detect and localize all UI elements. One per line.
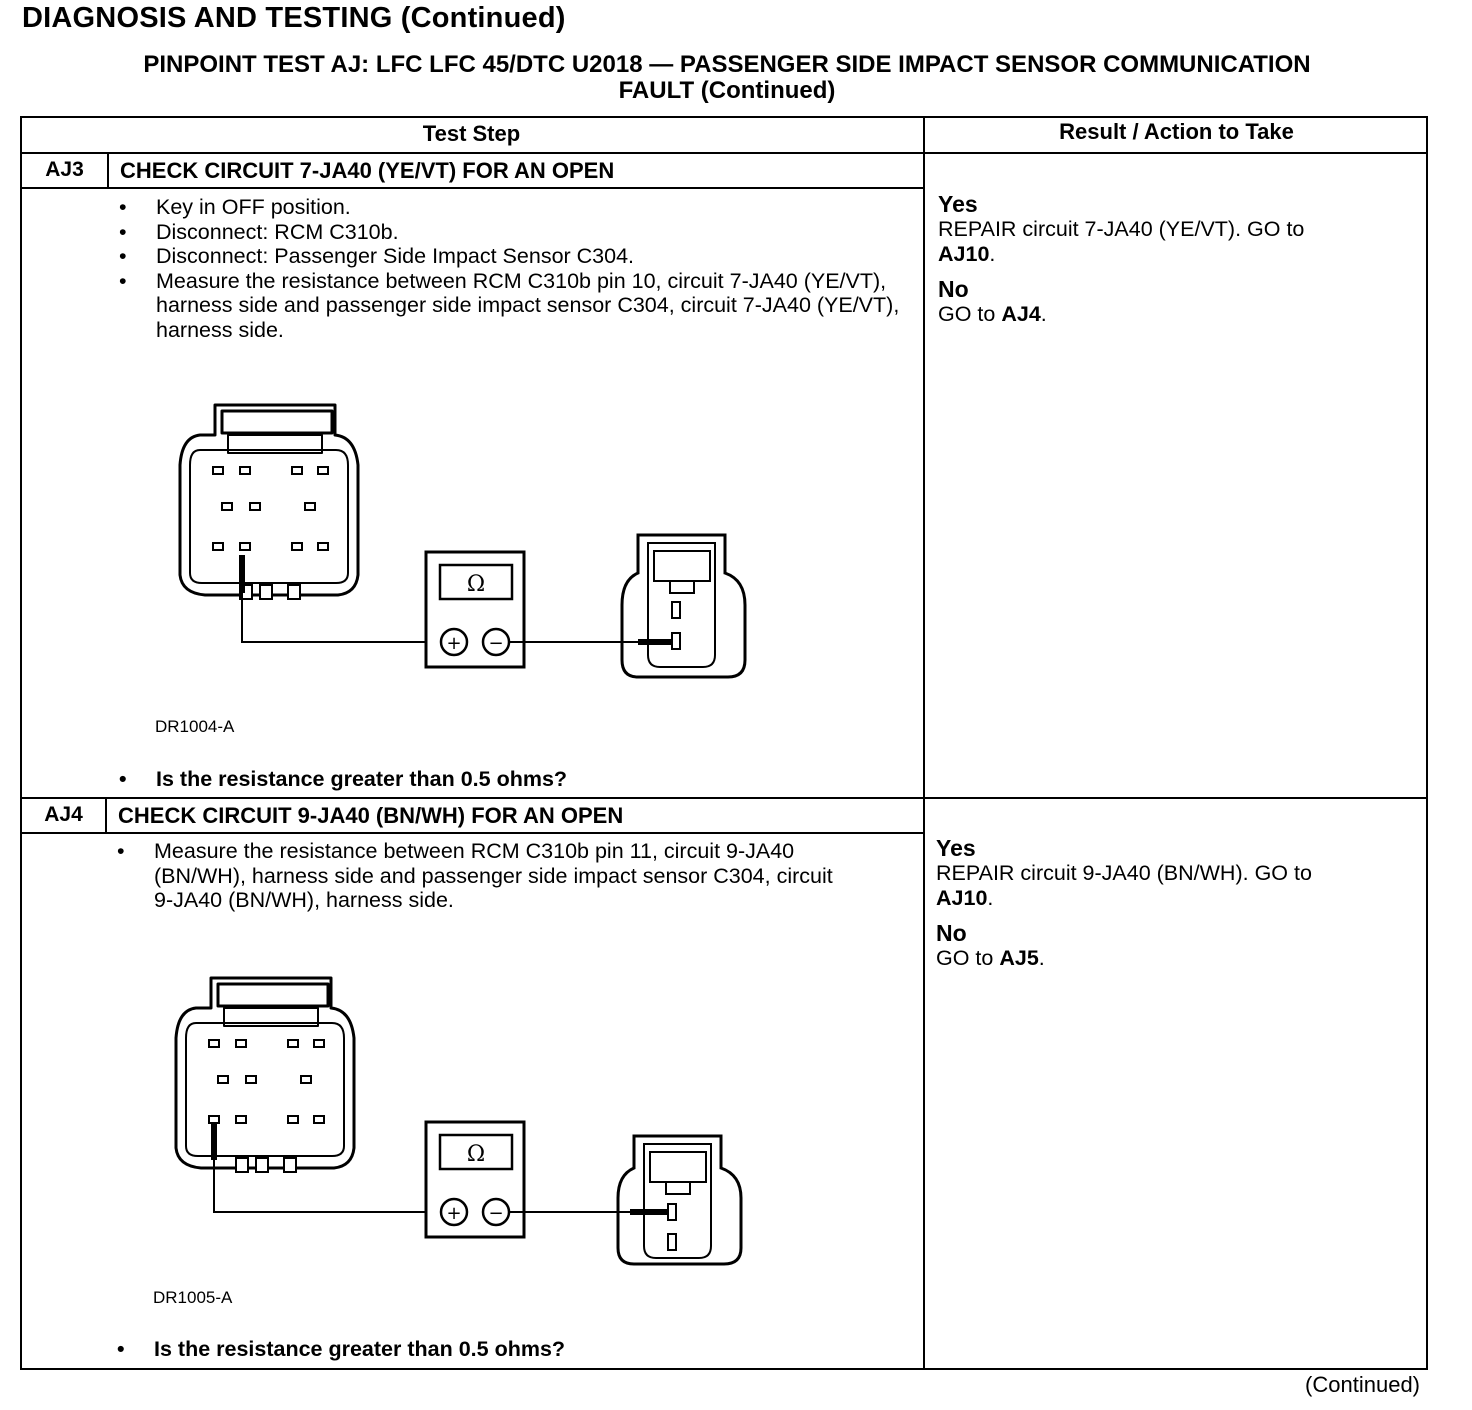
ohmmeter: [426, 1122, 524, 1237]
step-title: CHECK CIRCUIT 7-JA40 (YE/VT) FOR AN OPEN: [120, 158, 615, 183]
step-result: Yes REPAIR circuit 7-JA40 (YE/VT). GO to AJ10. No GO to AJ4.: [938, 192, 1408, 327]
column-divider: [923, 116, 925, 1370]
result-no-label: No: [938, 276, 969, 302]
svg-text:+: +: [446, 1203, 462, 1224]
step-id: AJ4: [44, 803, 83, 826]
column-header-result: Result / Action to Take: [1059, 119, 1294, 144]
impact-sensor-connector: [618, 1136, 741, 1264]
ohmmeter: [426, 552, 524, 667]
step-title-divider: [20, 832, 925, 834]
result-no-label: No: [936, 920, 967, 946]
step-question: • Is the resistance greater than 0.5 ohms?: [116, 767, 567, 792]
result-yes-target: AJ10: [938, 242, 990, 266]
lead-wire-plus: [242, 593, 440, 642]
wiring-diagram: [160, 395, 760, 695]
ohm-symbol: Ω: [466, 1142, 486, 1167]
result-no-text: GO to: [936, 946, 994, 970]
pinpoint-test-title: [22, 52, 1432, 104]
step-result: Yes REPAIR circuit 9-JA40 (BN/WH). GO to AJ10. No GO to AJ5.: [936, 836, 1406, 971]
step-title-divider: [20, 187, 925, 189]
impact-sensor-connector: [622, 535, 745, 677]
instruction-item: • Key in OFF position.: [116, 195, 906, 220]
rcm-connector-pins: [209, 1040, 324, 1172]
instruction-item: • Measure the resistance between RCM C310b pin 10, circuit 7-JA40 (YE/VT), harness side and passenger side impact sensor C304, circuit 7-JA40 (YE/VT), harness side.: [116, 269, 906, 343]
step-id-divider: [105, 797, 107, 832]
instruction-item: • Disconnect: RCM C310b.: [116, 220, 906, 245]
step-instructions: [116, 195, 906, 342]
step-divider: [20, 797, 1428, 799]
figure-id: DR1004-A: [155, 717, 235, 736]
result-yes-target: AJ10: [936, 886, 988, 910]
result-no-target: AJ5: [999, 946, 1039, 970]
figure-id: DR1005-A: [153, 1288, 233, 1307]
step-instructions: [114, 839, 834, 913]
step-title: CHECK CIRCUIT 9-JA40 (BN/WH) FOR AN OPEN: [118, 803, 624, 828]
wiring-diagram: [156, 968, 756, 1268]
column-header-test-step: Test Step: [422, 121, 521, 146]
result-yes-label: Yes: [938, 191, 978, 217]
instruction-item: • Disconnect: Passenger Side Impact Sensor C304.: [116, 244, 906, 269]
continued-note: (Continued): [1305, 1372, 1420, 1397]
result-yes-text: REPAIR circuit 9-JA40 (BN/WH). GO to: [936, 861, 1312, 885]
rcm-connector-latch: [222, 411, 332, 433]
step-id: AJ3: [45, 158, 84, 181]
pinpoint-test-title-line1: PINPOINT TEST AJ: LFC LFC 45/DTC U2018 — PASSENGER SIDE IMPACT SENSOR COMMUNICATION: [143, 51, 1311, 78]
rcm-connector-latch: [218, 984, 328, 1006]
pinpoint-test-title-line2: FAULT (Continued): [618, 77, 836, 104]
header-divider: [20, 152, 1428, 154]
page-title: DIAGNOSIS AND TESTING (Continued): [22, 2, 566, 34]
instruction-item: • Measure the resistance between RCM C310b pin 11, circuit 9-JA40 (BN/WH), harness side and passenger side impact sensor C304, circuit 9-JA40 (BN/WH), harness side.: [114, 839, 834, 913]
result-no-target: AJ4: [1001, 302, 1041, 326]
svg-text:−: −: [488, 633, 504, 654]
rcm-connector-pins: [213, 467, 328, 599]
result-yes-label: Yes: [936, 835, 976, 861]
step-question: • Is the resistance greater than 0.5 ohms?: [114, 1337, 565, 1362]
result-no-text: GO to: [938, 302, 996, 326]
result-yes-text: REPAIR circuit 7-JA40 (YE/VT). GO to: [938, 217, 1305, 241]
ohm-symbol: Ω: [466, 572, 486, 597]
step-id-divider: [107, 152, 109, 187]
svg-text:+: +: [446, 633, 462, 654]
svg-text:−: −: [488, 1203, 504, 1224]
